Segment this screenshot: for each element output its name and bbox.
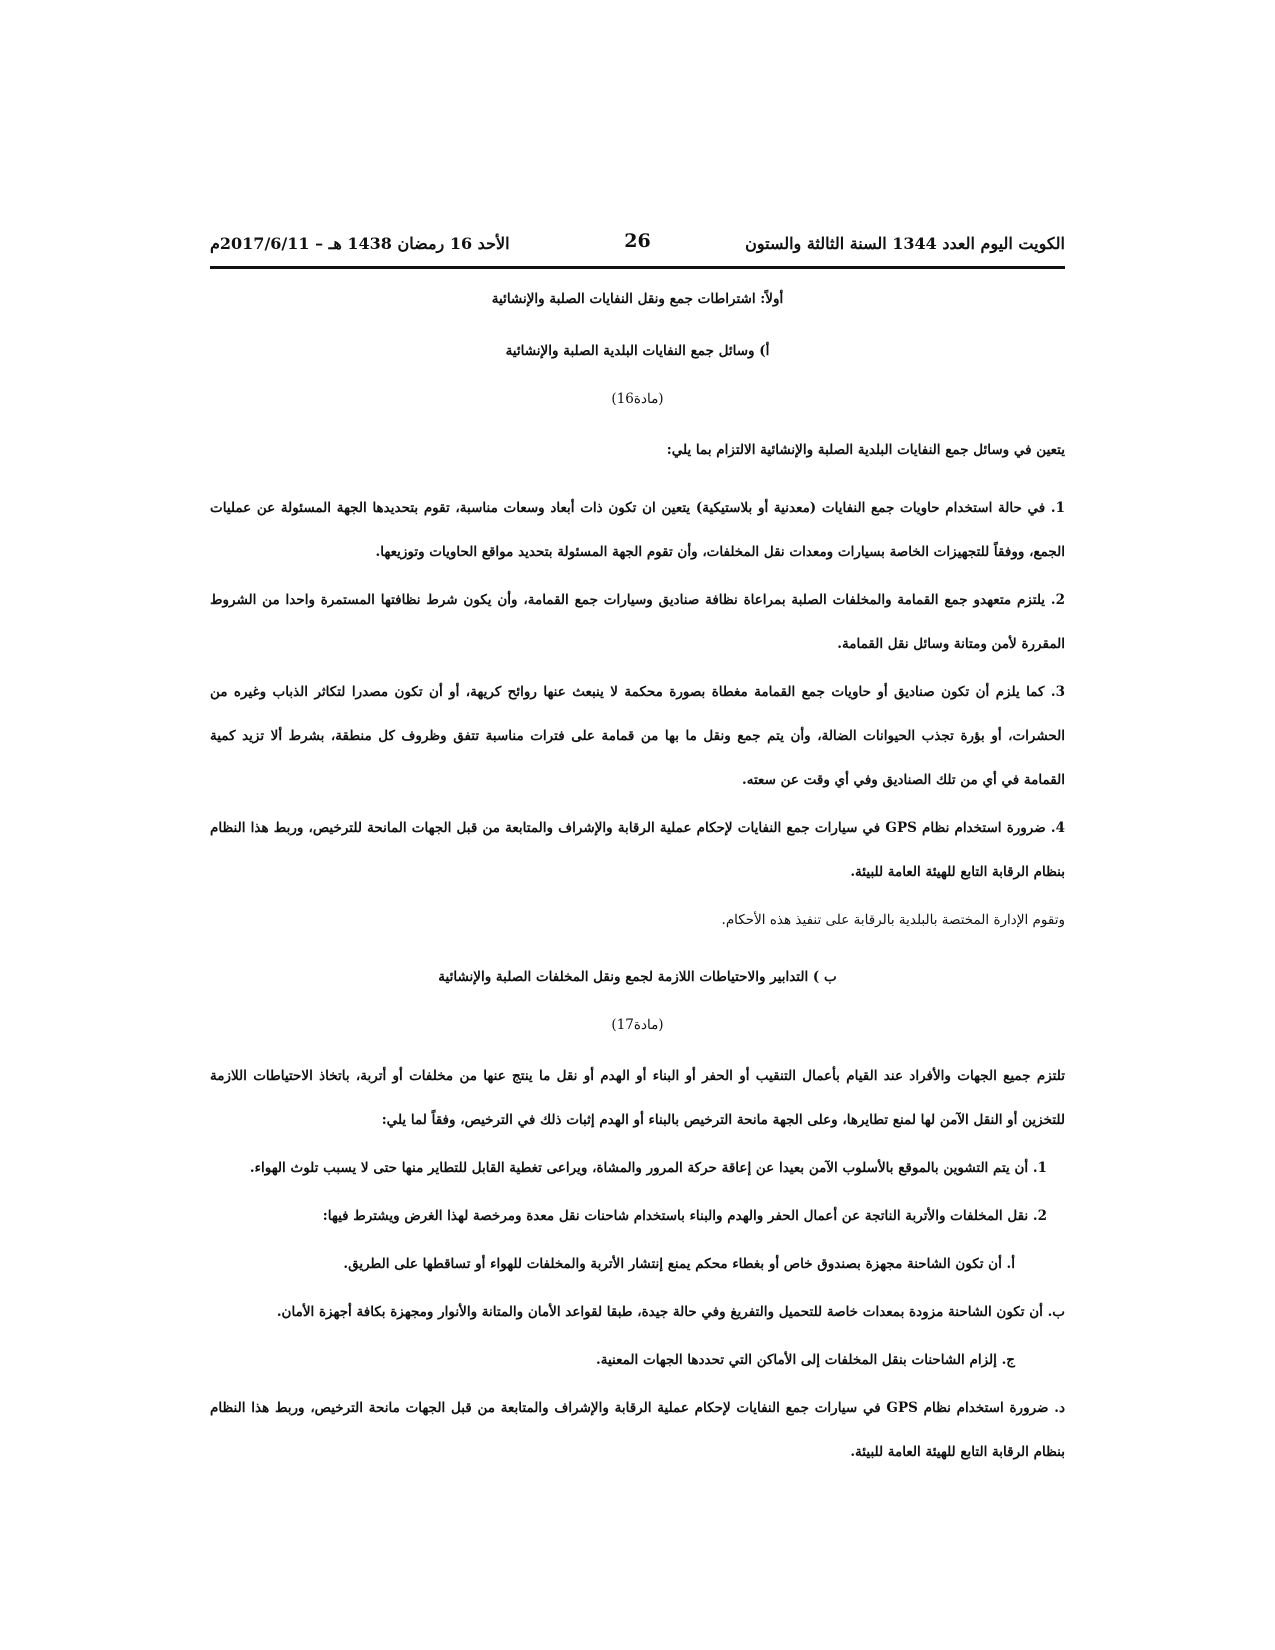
article-16-heading: (مادة16)	[611, 391, 664, 407]
article-17-subitem-c: ج. إلزام الشاحنات بنقل المخلفات إلى الأماكن التي تحددها الجهات المعنية.	[596, 1352, 1015, 1368]
article-16-item-4: 4. ضرورة استخدام نظام GPS في سيارات جمع النفايات لإحكام عملية الرقابة والإشراف والمتابعة من قبل الجهات المانحة للترخيص، وربط هذا النظام بنظام الرقابة التابع للهيئة العامة للبيئة.	[210, 820, 1065, 880]
subsection-b-title: ب ) التدابير والاحتياطات اللازمة لجمع ونقل المخلفات الصلبة والإنشائية	[438, 969, 837, 985]
page-header	[210, 228, 1065, 264]
header-divider	[210, 266, 1065, 269]
article-16-intro: يتعين في وسائل جمع النفايات البلدية الصلبة والإنشائية الالتزام بما يلي:	[666, 442, 1065, 458]
article-17-subitem-b: ب. أن تكون الشاحنة مزودة بمعدات خاصة للتحميل والتفريغ وفي حالة جيدة، طبقا لقواعد الأمان والمتانة والأنوار ومجهزة بكافة أجهزة الأمان.	[276, 1304, 1065, 1320]
article-17-heading: (مادة17)	[611, 1017, 664, 1033]
header-date: الأحد 16 رمضان 1438 هـ – 2017/6/11م	[210, 234, 510, 253]
subsection-a-title: أ) وسائل جمع النفايات البلدية الصلبة والإنشائية	[505, 343, 770, 359]
page-number: 26	[624, 230, 651, 252]
article-17-intro: تلتزم جميع الجهات والأفراد عند القيام بأعمال التنقيب أو الحفر أو البناء أو الهدم أو نقل ما ينتج عنها من مخلفات أو أتربة، باتخاذ الاحتياطات اللازمة للتخزين أو النقل الآمن لها لمنع تطايرها، وعلى الجهة مانحة الترخيص بالبناء أو الهدم إثبات ذلك في الترخيص، وفقاً لما يلي:	[210, 1068, 1065, 1128]
document-body	[210, 282, 1065, 1474]
article-17-subitem-d: د. ضرورة استخدام نظام GPS في سيارات جمع النفايات لإحكام عملية الرقابة والإشراف والمتابعة من قبل الجهات مانحة الترخيص، وربط هذا النظام بنظام الرقابة التابع للهيئة العامة للبيئة.	[210, 1400, 1065, 1460]
article-16-item-1: 1. في حالة استخدام حاويات جمع النفايات (معدنية أو بلاستيكية) يتعين ان تكون ذات أبعاد وسعات مناسبة، تقوم بتحديدها الجهة المسئولة عن عمليات الجمع، ووفقاً للتجهيزات الخاصة بسيارات ومعدات نقل المخلفات، وأن تقوم الجهة المسئولة بتحديد مواقع الحاويات وتوزيعها.	[210, 500, 1065, 560]
header-publication-info: الكويت اليوم العدد 1344 السنة الثالثة والستون	[745, 234, 1065, 253]
article-16-item-2: 2. يلتزم متعهدو جمع القمامة والمخلفات الصلبة بمراعاة نظافة صناديق وسيارات جمع القمامة، وأن يكون شرط نظافتها المستمرة واحدا من الشروط المقررة لأمن ومتانة وسائل نقل القمامة.	[210, 592, 1065, 652]
article-17-item-1: 1. أن يتم التشوين بالموقع بالأسلوب الآمن بعيدا عن إعاقة حركة المرور والمشاة، ويراعى تغطية القابل للتطاير منها حتى لا يسبب تلوث الهواء.	[249, 1160, 1047, 1176]
section-title: أولاً: اشتراطات جمع ونقل النفايات الصلبة والإنشائية	[491, 291, 784, 307]
article-16-closing: وتقوم الإدارة المختصة بالبلدية بالرقابة على تنفيذ هذه الأحكام.	[721, 912, 1065, 928]
article-16-item-3: 3. كما يلزم أن تكون صناديق أو حاويات جمع القمامة مغطاة بصورة محكمة لا ينبعث عنها روائح كريهة، أو أن تكون مصدرا لتكاثر الذباب وغيره من الحشرات، أو بؤرة تجذب الحيوانات الضالة، وأن يتم جمع ونقل ما بها من قمامة على فترات مناسبة تتفق وظروف كل منطقة، بشرط ألا تزيد كمية القمامة في أي من تلك الصناديق وفي أي وقت عن سعته.	[210, 684, 1065, 788]
article-17-item-2: 2. نقل المخلفات والأتربة الناتجة عن أعمال الحفر والهدم والبناء باستخدام شاحنات نقل معدة ومرخصة لهذا الغرض ويشترط فيها:	[322, 1208, 1047, 1224]
article-17-subitem-a: أ. أن تكون الشاحنة مجهزة بصندوق خاص أو بغطاء محكم يمنع إنتشار الأتربة والمخلفات للهواء أو تساقطها على الطريق.	[343, 1256, 1015, 1272]
